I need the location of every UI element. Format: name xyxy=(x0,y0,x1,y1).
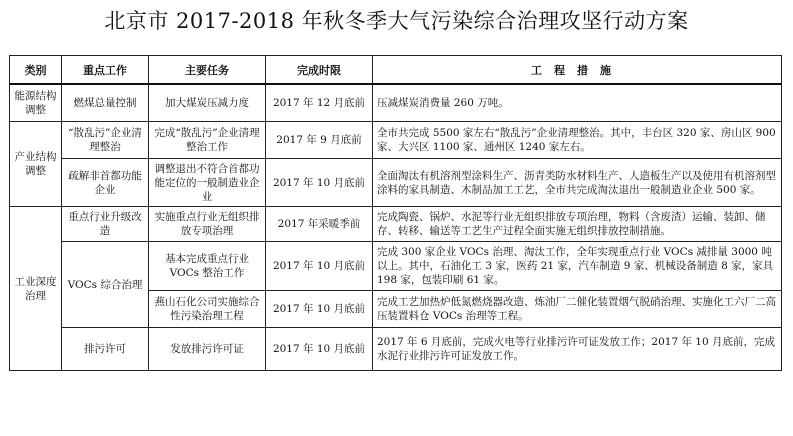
key-work-cell: 重点行业升级改造 xyxy=(62,207,149,242)
key-work-cell: 燃煤总量控制 xyxy=(62,84,149,122)
action-plan-table xyxy=(9,55,782,371)
deadline-cell: 2017 年 9 月底前 xyxy=(266,122,373,159)
table-row xyxy=(10,328,782,371)
header-key-work: 重点工作 xyxy=(62,56,149,85)
deadline-cell: 2017 年采暖季前 xyxy=(266,207,373,242)
main-task-cell: 实施重点行业无组织排放专项治理 xyxy=(149,207,266,242)
page-title: 北京市 2017-2018 年秋冬季大气污染综合治理攻坚行动方案 xyxy=(104,9,689,33)
key-work-cell: VOCs 综合治理 xyxy=(62,242,149,328)
main-task-cell: 调整退出不符合首都功能定位的一般制造业企业 xyxy=(149,159,266,207)
measures-cell: 完成陶瓷、锅炉、水泥等行业无组织排放专项治理，物料（含废渣）运输、装卸、储存、转移、输送等工艺生产过程全面实施无组织排放控制措施。 xyxy=(373,207,782,242)
table-header-row xyxy=(10,56,782,85)
table-row xyxy=(10,242,782,291)
key-work-cell: “散乱污”企业清理整治 xyxy=(62,122,149,159)
key-work-cell: 疏解非首都功能企业 xyxy=(62,159,149,207)
deadline-cell: 2017 年 10 月底前 xyxy=(266,242,373,291)
deadline-cell: 2017 年 10 月底前 xyxy=(266,328,373,371)
table-row xyxy=(10,207,782,242)
header-measures: 工程措施 xyxy=(373,56,782,85)
deadline-cell: 2017 年 10 月底前 xyxy=(266,291,373,328)
measures-cell: 全面淘汰有机溶剂型涂料生产、沥青类防水材料生产、人造板生产以及使用有机溶剂型涂料的家具制造、木制品加工工艺，全市共完成淘汰退出一般制造业企业 500 家。 xyxy=(373,159,782,207)
measures-cell: 2017 年 6 月底前，完成火电等行业排污许可证发放工作；2017 年 10 月底前，完成水泥行业排污许可证发放工作。 xyxy=(373,328,782,371)
deadline-cell: 2017 年 12 月底前 xyxy=(266,84,373,122)
measures-cell: 压减煤炭消费量 260 万吨。 xyxy=(373,84,782,122)
header-deadline: 完成时限 xyxy=(266,56,373,85)
main-task-cell: 燕山石化公司实施综合性污染治理工程 xyxy=(149,291,266,328)
measures-cell: 完成 300 家企业 VOCs 治理、淘汰工作，全年实现重点行业 VOCs 减排量 3000 吨以上。其中，石油化工 3 家，医药 21 家，汽车制造 9 家、机械设备制造 8 家，家具 198 家，包装印刷 61 家。 xyxy=(373,242,782,291)
category-cell: 能源结构调整 xyxy=(10,84,62,122)
main-task-cell: 基本完成重点行业 VOCs 整治工作 xyxy=(149,242,266,291)
header-category: 类别 xyxy=(10,56,62,85)
category-cell: 产业结构调整 xyxy=(10,122,62,207)
measures-cell: 全市共完成 5500 家左右“散乱污”企业清理整治。其中，丰台区 320 家、房山区 900 家、大兴区 1100 家、通州区 1240 家左右。 xyxy=(373,122,782,159)
main-task-cell: 加大煤炭压减力度 xyxy=(149,84,266,122)
measures-cell: 完成工艺加热炉低氮燃烧器改造、炼油厂二催化装置烟气脱硝治理、实施化工六厂二高压装置料仓 VOCs 治理等工程。 xyxy=(373,291,782,328)
main-task-cell: 发放排污许可证 xyxy=(149,328,266,371)
table-row xyxy=(10,159,782,207)
table-row xyxy=(10,122,782,159)
key-work-cell: 排污许可 xyxy=(62,328,149,371)
table-row xyxy=(10,84,782,122)
header-main-task: 主要任务 xyxy=(149,56,266,85)
deadline-cell: 2017 年 10 月底前 xyxy=(266,159,373,207)
main-task-cell: 完成“散乱污”企业清理整治工作 xyxy=(149,122,266,159)
category-cell: 工业深度治理 xyxy=(10,207,62,371)
